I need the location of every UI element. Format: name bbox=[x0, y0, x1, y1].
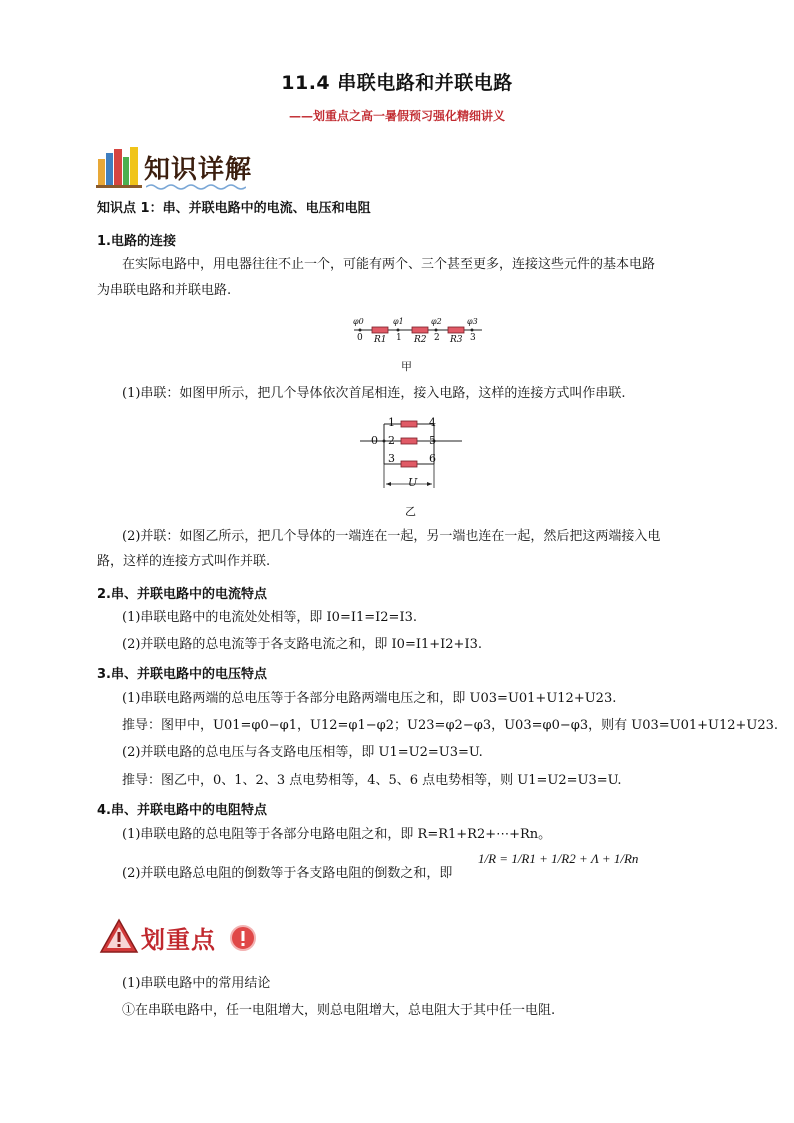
resistor-r2 bbox=[412, 327, 428, 333]
phi3-label: φ3 bbox=[467, 317, 478, 326]
node-2: 2 bbox=[434, 333, 440, 343]
s2-series-current: (1)串联电路中的电流处处相等，即 I0=I1=I2=I3. bbox=[122, 610, 417, 625]
r2-label: R2 bbox=[414, 335, 427, 345]
exclamation-icon bbox=[229, 924, 257, 952]
figure-jia-caption: 甲 bbox=[401, 360, 412, 373]
s4-parallel-resistance: (2)并联电路总电阻的倒数等于各支路电阻的倒数之和，即 bbox=[122, 866, 453, 881]
yi-node-2: 2 bbox=[388, 434, 395, 447]
s3-series-derivation: 推导：图甲中，U01=φ0−φ1，U12=φ1−φ2；U23=φ2−φ3，U03=φ0−φ3，则有 U03=U01+U12+U23. bbox=[122, 718, 779, 733]
books-icon bbox=[96, 145, 144, 189]
s4-heading: 4.串、并联电路中的电阻特点 bbox=[97, 803, 267, 818]
s3-parallel-voltage: (2)并联电路的总电压与各支路电压相等，即 U1=U2=U3=U. bbox=[122, 745, 483, 760]
yi-node-5: 5 bbox=[429, 434, 436, 447]
s1-series-definition: (1)串联：如图甲所示，把几个导体依次首尾相连，接入电路，这样的连接方式叫作串联. bbox=[122, 386, 626, 401]
banner-knowledge bbox=[96, 141, 286, 191]
page-subtitle: ——划重点之高一暑假预习强化精细讲义 bbox=[288, 109, 505, 123]
kp1-heading: 知识点 1：串、并联电路中的电流、电压和电阻 bbox=[97, 201, 371, 216]
s2-parallel-current: (2)并联电路的总电流等于各支路电流之和，即 I0=I1+I2+I3. bbox=[122, 637, 482, 652]
branch-resistor-3 bbox=[401, 461, 417, 467]
warning-icon bbox=[99, 918, 139, 954]
phi1-label: φ1 bbox=[393, 317, 404, 326]
yi-node-6: 6 bbox=[429, 452, 436, 465]
r1-label: R1 bbox=[374, 335, 387, 345]
wavy-underline bbox=[146, 183, 246, 191]
node-3: 3 bbox=[470, 333, 476, 343]
banner-knowledge-title: 知识详解 bbox=[144, 155, 253, 185]
s1-heading: 1.电路的连接 bbox=[97, 234, 176, 249]
s2-heading: 2.串、并联电路中的电流特点 bbox=[97, 587, 267, 602]
yi-node-1: 1 bbox=[388, 416, 395, 429]
branch-resistor-1 bbox=[401, 421, 417, 427]
yi-node-3: 3 bbox=[388, 452, 395, 465]
s1-parallel-line1: (2)并联：如图乙所示，把几个导体的一端连在一起，另一端也连在一起，然后把这两端接入电 bbox=[122, 529, 661, 544]
banner-key-points bbox=[97, 916, 277, 958]
resistor-r3 bbox=[448, 327, 464, 333]
s1-parallel-line2: 路，这样的连接方式叫作并联. bbox=[97, 554, 271, 569]
s4-formula: 1/R = 1/R1 + 1/R2 + Λ + 1/Rn bbox=[478, 851, 639, 866]
phi2-label: φ2 bbox=[431, 317, 442, 326]
s1-paragraph-line2: 为串联电路和并联电路. bbox=[97, 283, 232, 298]
resistor-r1 bbox=[372, 327, 388, 333]
s3-parallel-derivation: 推导：图乙中，0、1、2、3 点电势相等，4、5、6 点电势相等，则 U1=U2=U3=U. bbox=[122, 773, 622, 788]
s3-series-voltage: (1)串联电路两端的总电压等于各部分电路两端电压之和，即 U03=U01+U12+U23. bbox=[122, 691, 617, 706]
phi0-label: φ0 bbox=[353, 317, 364, 326]
yi-node-4: 4 bbox=[429, 416, 436, 429]
s3-heading: 3.串、并联电路中的电压特点 bbox=[97, 667, 267, 682]
key-point-heading: (1)串联电路中的常用结论 bbox=[122, 976, 271, 991]
r3-label: R3 bbox=[450, 335, 463, 345]
s4-series-resistance: (1)串联电路的总电阻等于各部分电路电阻之和，即 R=R1+R2+⋯+Rn。 bbox=[122, 827, 552, 842]
key-point-1: ①在串联电路中，任一电阻增大，则总电阻增大，总电阻大于其中任一电阻. bbox=[122, 1003, 556, 1018]
branch-resistor-2 bbox=[401, 438, 417, 444]
voltage-u-label: U bbox=[408, 476, 418, 489]
banner-key-title: 划重点 bbox=[141, 926, 216, 954]
figure-yi-caption: 乙 bbox=[405, 505, 416, 518]
node-1: 1 bbox=[396, 333, 402, 343]
s1-paragraph-line1: 在实际电路中，用电器往往不止一个，可能有两个、三个甚至更多，连接这些元件的基本电路 bbox=[122, 257, 656, 272]
yi-node-0: 0 bbox=[371, 434, 378, 447]
page-title: 11.4 串联电路和并联电路 bbox=[281, 72, 513, 94]
node-0: 0 bbox=[357, 333, 363, 343]
